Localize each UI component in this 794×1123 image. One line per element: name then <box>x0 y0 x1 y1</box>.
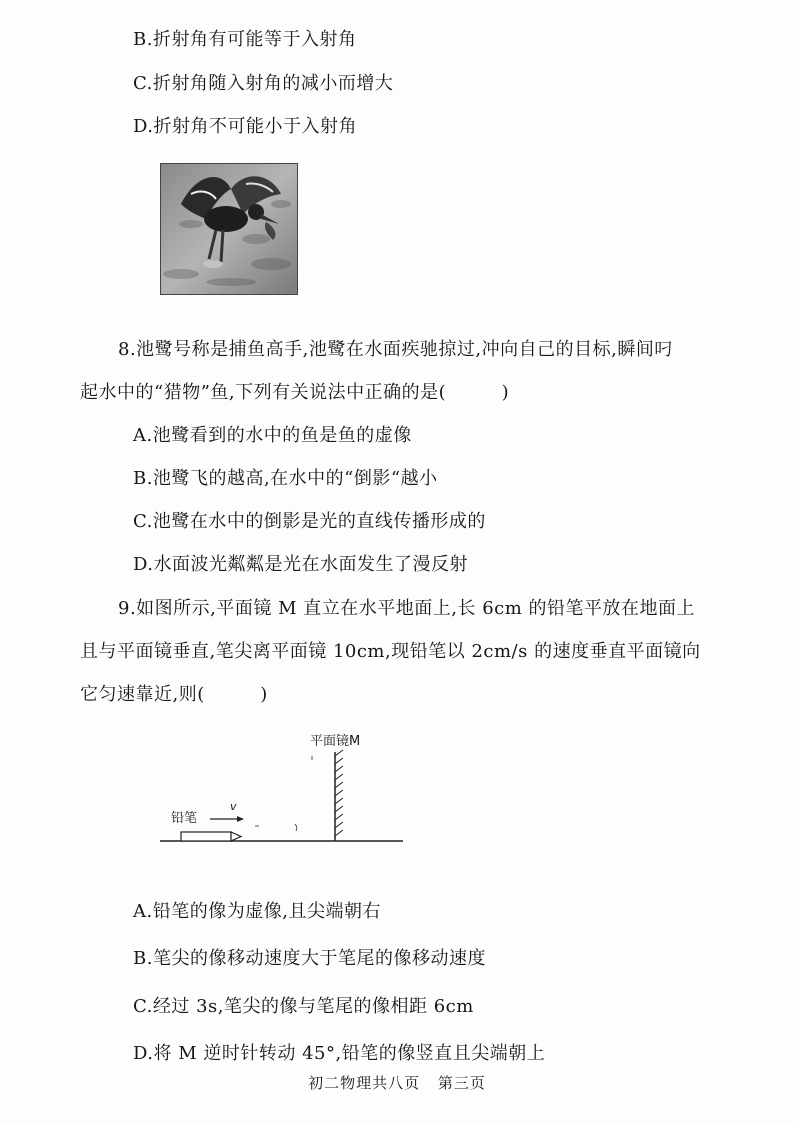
egret-photo-graphic <box>161 164 297 294</box>
mirror-hatching <box>335 750 343 836</box>
q9-stem-line1: 9.如图所示,平面镜 M 直立在水平地面上,长 6cm 的铅笔平放在地面上 <box>118 598 696 619</box>
page-footer <box>0 1072 794 1093</box>
q8-stem-line2: 起水中的“猎物”鱼,下列有关说法中正确的是( ) <box>80 382 510 403</box>
q7-option-b: B.折射角有可能等于入射角 <box>133 29 357 50</box>
q7-option-c: C.折射角随入射角的减小而增大 <box>133 73 394 94</box>
footer-total-pages: 初二物理共八页 <box>308 1074 421 1092</box>
q8-option-d: D.水面波光粼粼是光在水面发生了漫反射 <box>133 554 469 575</box>
q9-stem-line3: 它匀速靠近,则( ) <box>80 684 268 705</box>
egret-photo <box>160 163 298 295</box>
q9-stem-line2: 且与平面镜垂直,笔尖离平面镜 10cm,现铅笔以 2cm/s 的速度垂直平面镜向 <box>80 641 701 662</box>
velocity-arrowhead <box>237 816 244 822</box>
q8-option-a: A.池鹭看到的水中的鱼是鱼的虚像 <box>133 425 412 446</box>
q9-option-a: A.铅笔的像为虚像,且尖端朝右 <box>133 901 381 922</box>
mirror-pencil-diagram <box>155 728 415 853</box>
q9-option-c: C.经过 3s,笔尖的像与笔尾的像相距 6cm <box>133 996 474 1017</box>
q8-option-c: C.池鹭在水中的倒影是光的直线传播形成的 <box>133 511 486 532</box>
diagram-graphic <box>155 728 415 853</box>
q7-option-d: D.折射角不可能小于入射角 <box>133 116 358 137</box>
q8-stem-line1: 8.池鹭号称是捕鱼高手,池鹭在水面疾驰掠过,冲向自己的目标,瞬间叼 <box>118 339 673 360</box>
pencil-label: 铅笔 <box>171 811 198 826</box>
footer-page-number: 第三页 <box>437 1074 486 1092</box>
q9-option-b: B.笔尖的像移动速度大于笔尾的像移动速度 <box>133 948 486 969</box>
velocity-label: v <box>230 800 237 813</box>
pencil-tip <box>231 832 241 841</box>
mirror-label: 平面镜M <box>310 734 361 749</box>
q9-option-d: D.将 M 逆时针转动 45°,铅笔的像竖直且尖端朝上 <box>133 1043 546 1064</box>
pencil-body <box>181 832 231 841</box>
q8-option-b: B.池鹭飞的越高,在水中的“倒影“越小 <box>133 468 438 489</box>
